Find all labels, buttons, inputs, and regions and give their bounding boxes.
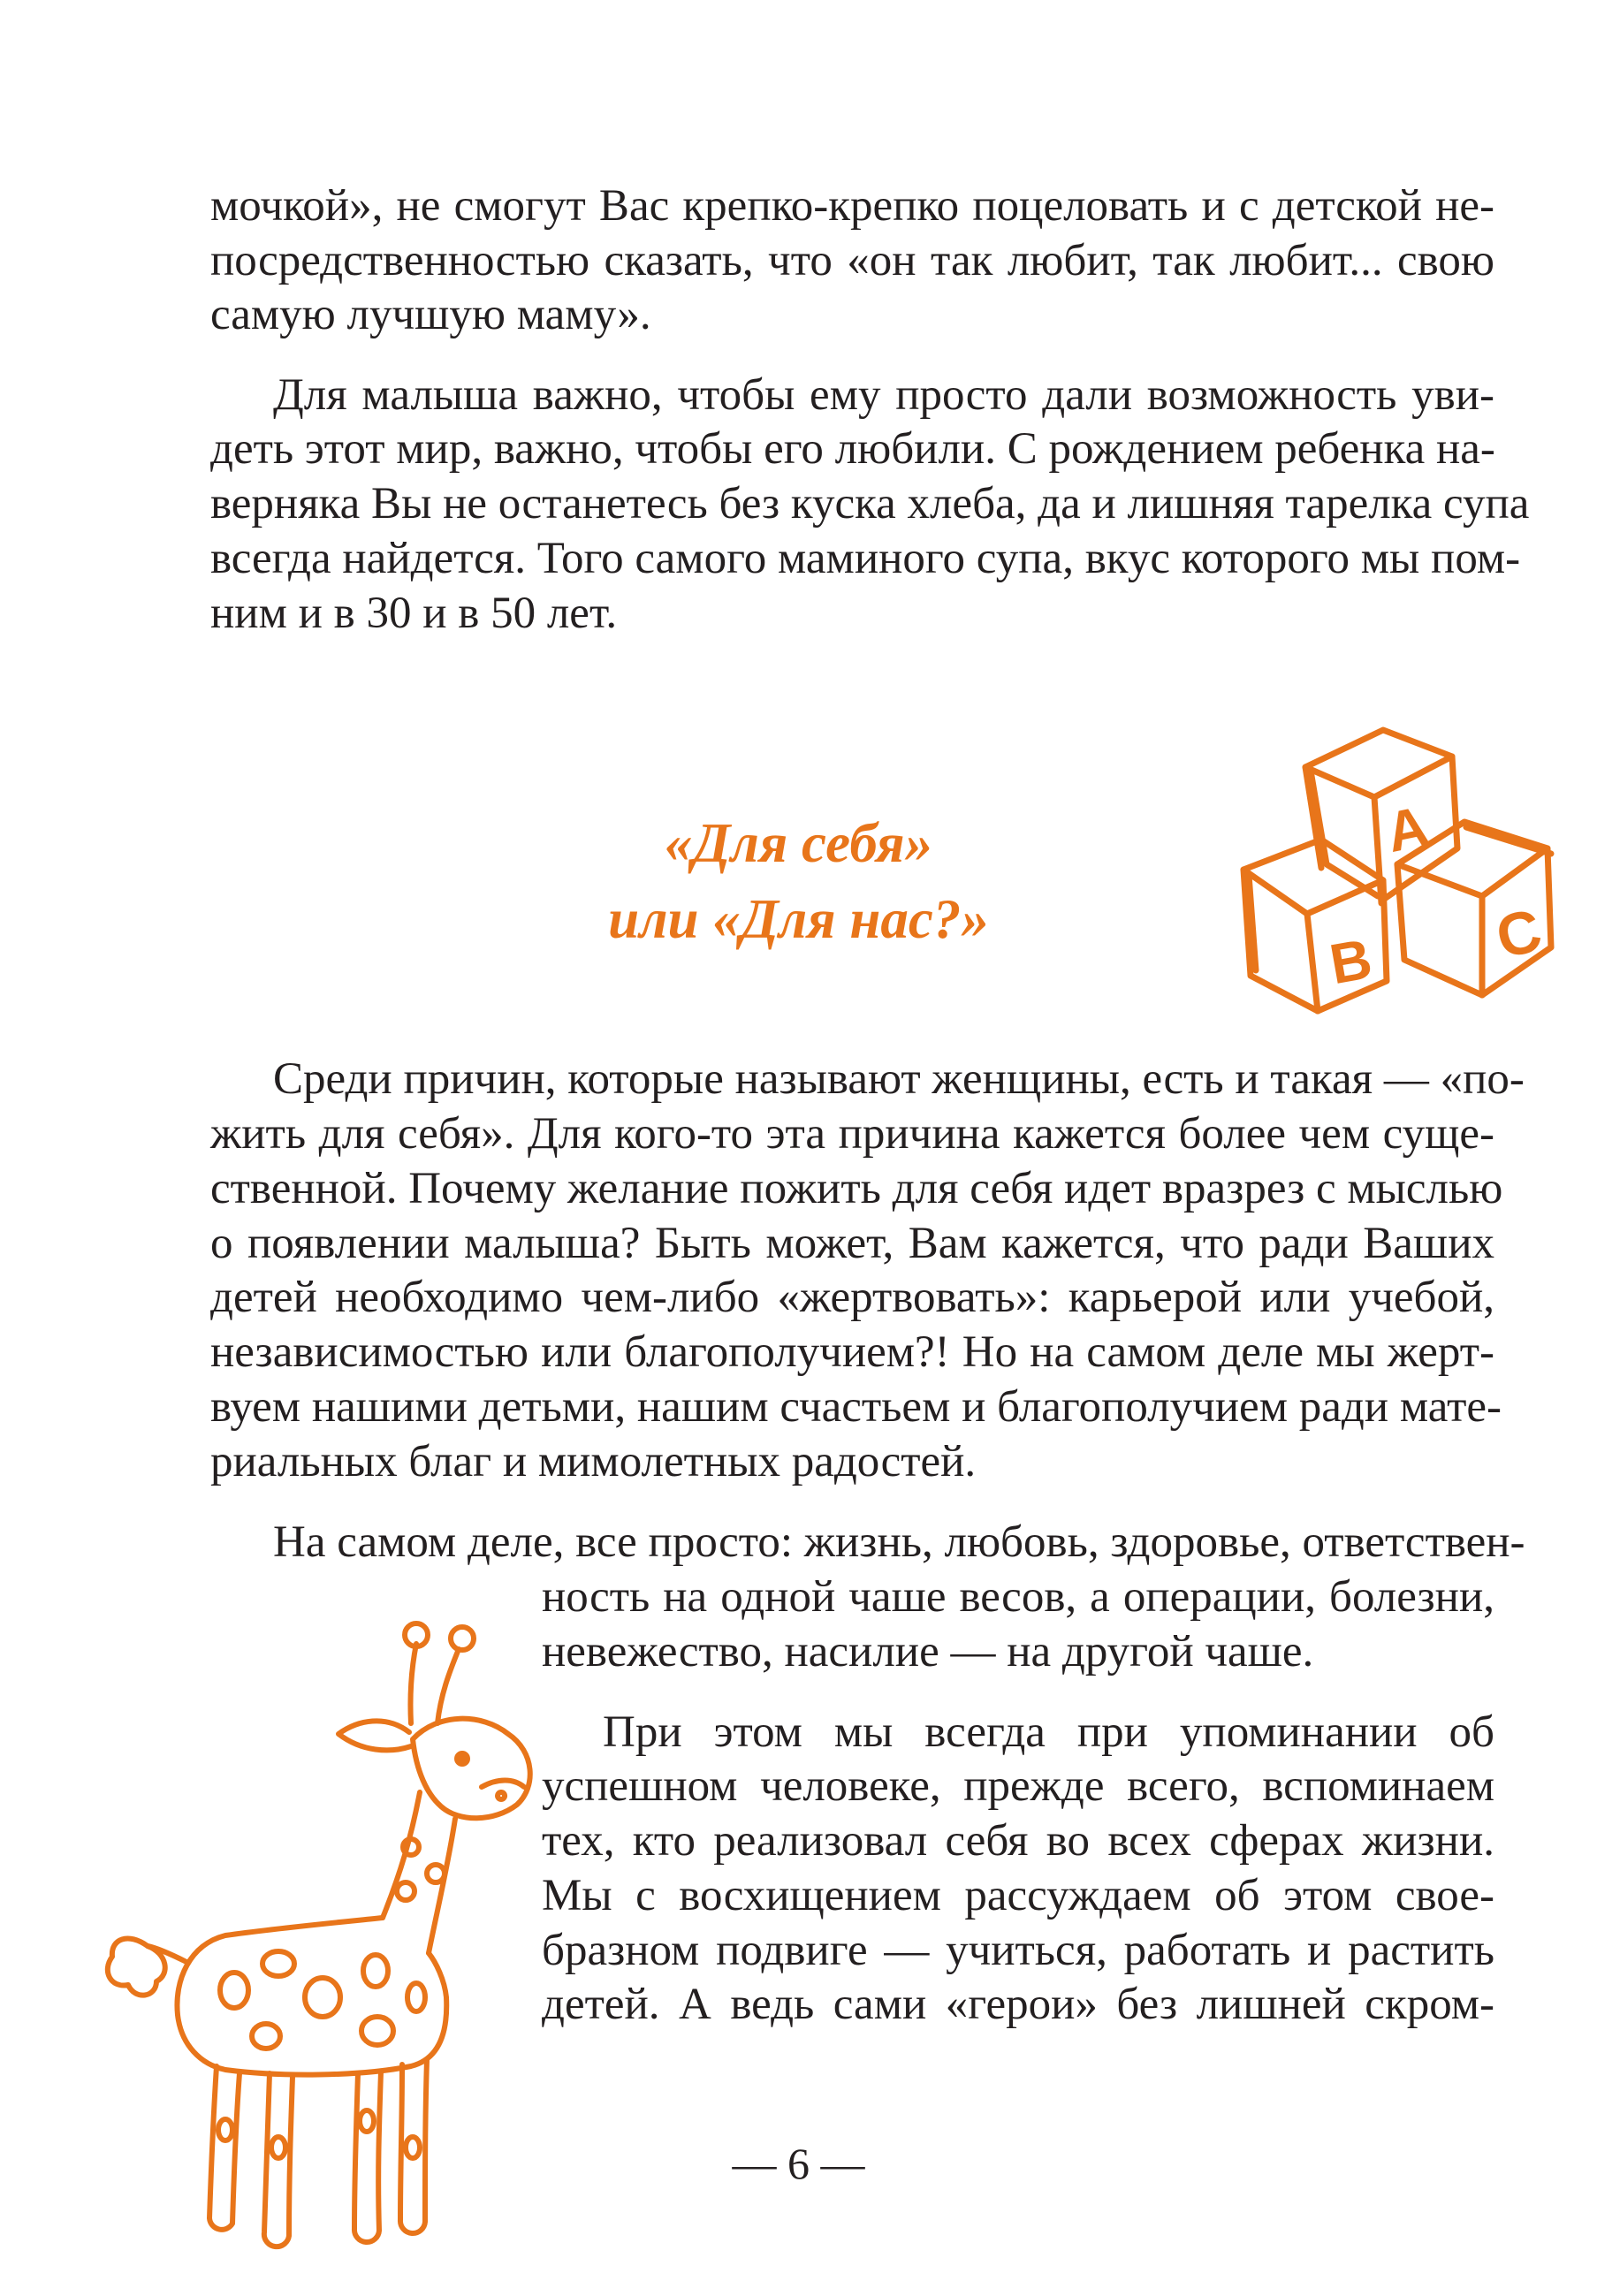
text-line: о появлении малыша? Быть может, Вам кажется, что ради Ваших	[210, 1219, 1494, 1268]
text-line: риальных благ и мимолетных радостей.	[210, 1437, 977, 1486]
text-line: вуем нашими детьми, нашим счастьем и благополучием ради мате-	[210, 1382, 1502, 1432]
text-line: детей. А ведь сами «герои» без лишней скром-	[542, 1980, 1494, 2029]
text-line: ним и в 30 и в 50 лет.	[210, 589, 618, 638]
block-letter-b: B	[1325, 926, 1377, 997]
page-number: — 6 —	[732, 2139, 865, 2188]
text-line: Для малыша важно, чтобы ему просто дали возможность уви-	[273, 370, 1494, 420]
text-line: невежество, насилие — на другой чаше.	[542, 1627, 1314, 1676]
section-heading-line-2: или «Для нас?»	[608, 888, 989, 950]
text-line: посредственностью сказать, что «он так любит, так любит... свою	[210, 236, 1494, 285]
text-line: При этом мы всегда при упоминании об	[603, 1707, 1494, 1757]
section-heading-line-1: «Для себя»	[664, 812, 933, 874]
text-line: Среди причин, которые называют женщины, есть и такая — «по-	[273, 1054, 1525, 1104]
text-line: детей необходимо чем-либо «жертвовать»: карьерой или учебой,	[210, 1273, 1494, 1322]
block-letter-a: A	[1380, 794, 1434, 865]
text-line: успешном человеке, прежде всего, вспоминаем	[542, 1761, 1494, 1811]
text-line: бразном подвиге — учиться, работать и растить	[542, 1926, 1494, 1975]
text-line: Мы с восхищением рассуждаем об этом свое-	[542, 1871, 1494, 1920]
text-line: независимостью или благополучием?! Но на самом деле мы жерт-	[210, 1327, 1494, 1377]
text-line: мочкой», не смогут Вас крепко-крепко поцеловать и с детской не-	[210, 181, 1494, 231]
block-letter-c: C	[1489, 895, 1548, 972]
text-line: жить для себя». Для кого-то эта причина кажется более чем суще-	[210, 1109, 1494, 1159]
text-line: самую лучшую маму».	[210, 290, 651, 339]
abc-blocks-illustration	[1233, 716, 1578, 1016]
text-line: деть этот мир, важно, чтобы его любили. С рождением ребенка на-	[210, 424, 1495, 474]
text-line: На самом деле, все просто: жизнь, любовь, здоровье, ответствен-	[273, 1517, 1525, 1567]
text-line: ность на одной чаше весов, а операции, болезни,	[542, 1572, 1494, 1622]
text-line: всегда найдется. Того самого маминого супа, вкус которого мы пом-	[210, 534, 1521, 583]
text-line: тех, кто реализовал себя во всех сферах жизни.	[542, 1816, 1494, 1866]
text-line: ственной. Почему желание пожить для себя идет вразрез с мыслью	[210, 1164, 1503, 1213]
text-line: верняка Вы не останетесь без куска хлеба, да и лишняя тарелка супа	[210, 479, 1530, 528]
